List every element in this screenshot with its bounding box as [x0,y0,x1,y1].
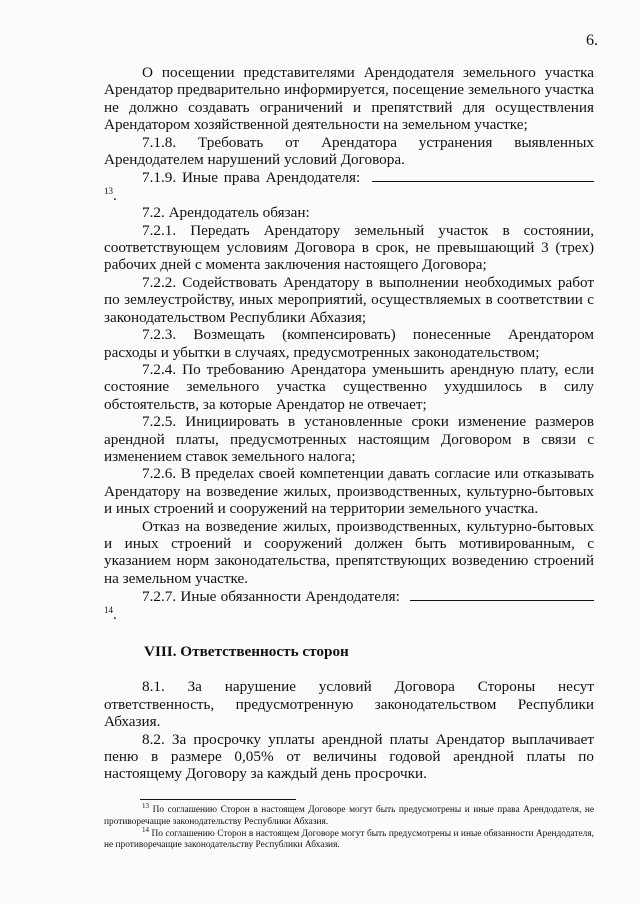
section-heading: VIII. Ответственность сторон [144,643,349,660]
paragraph-7-2-2: 7.2.2. Содействовать Арендатору в выполнении необходимых работ по землеустройству, иных мероприятий, осуществляемых в соответствии с законодательством Республики Абхазия; [104,273,594,326]
paragraph-7-1-9 [104,168,594,204]
label-7-2-7: 7.2.7. Иные обязанности Арендодателя: [142,588,400,606]
footnote-text: По соглашению Сторон в настоящем Договоре могут быть предусмотрены и иные обязанности Арендодателя, не противоречащие законодательству Республики Абхазия. [104,828,595,851]
footnote-number: 13 [142,801,149,810]
label-7-1-9: 7.1.9. Иные права Арендодателя: [142,169,361,187]
paragraph-7-2-4: 7.2.4. По требованию Арендатора уменьшить арендную плату, если состояние земельного участка существенно ухудшилось в силу обстоятельств, за которые Арендатор не отвечает; [104,360,594,413]
paragraph-8-2: 8.2. За просрочку уплаты арендной платы Арендатор выплачивает пеню в размере 0,05% от величины годовой арендной платы по настоящему Договору за каждый день просрочки. [104,730,594,783]
paragraph-7-2-1: 7.2.1. Передать Арендатору земельный участок в состоянии, соответствующем условиям Договора в срок, не превышающий 3 (трех) рабочих дней с момента заключения настоящего Договора; [104,221,594,274]
footnotes [104,801,595,852]
paragraph-7-2-3: 7.2.3. Возмещать (компенсировать) понесенные Арендатором расходы и убытки в случаях, предусмотренных законодательством; [104,326,594,361]
footnote-divider [140,799,296,800]
paragraph-7-2-6: 7.2.6. В пределах своей компетенции давать согласие или отказывать Арендатору на возведение жилых, производственных, культурно-бытовых и иных строений и сооружений на территории земельного участка. [104,465,594,518]
paragraph-7-1-8: 7.1.8. Требовать от Арендатора устранения выявленных Арендодателем нарушений условий Договора. [104,133,594,169]
page-number: 6. [586,32,598,49]
paragraph-7-2: 7.2. Арендодатель обязан: [142,204,310,222]
period: . [113,186,117,204]
footnote-ref-13: 13 [104,185,113,196]
paragraph-refusal: Отказ на возведение жилых, производственных, культурно-бытовых и иных строений и сооружений должен быть мотивированным, с указанием норм законодательства, препятствующих возведению строений на земельном участке. [104,517,594,587]
period: . [113,605,117,623]
blank-line-7-1-9 [372,168,594,182]
blank-line-7-2-7 [410,587,594,601]
footnote-13 [104,801,595,829]
footnote-ref-14: 14 [104,604,113,615]
document-body [104,64,594,783]
footnote-number: 14 [142,825,149,834]
paragraph-8-1: 8.1. За нарушение условий Договора Стороны несут ответственность, предусмотренную законодательством Республики Абхазия. [104,678,594,731]
footnote-text: По соглашению Сторон в настоящем Договоре могут быть предусмотрены и иные права Арендодателя, не противоречащие законодательству Республики Абхазия. [104,805,595,827]
paragraph-7-2-5: 7.2.5. Инициировать в установленные сроки изменение размеров арендной платы, предусмотренных настоящим Договором в связи с изменением ставок земельного налога; [104,413,594,465]
paragraph-visit-notice: О посещении представителями Арендодателя земельного участка Арендатор предварительно информируется, посещение земельного участка не должно создавать ограничений и препятствий для осуществления Арендатором хозяйственной деятельности на земельном участке; [104,64,594,134]
paragraph-7-2-7 [104,587,594,623]
footnote-14 [104,825,595,853]
